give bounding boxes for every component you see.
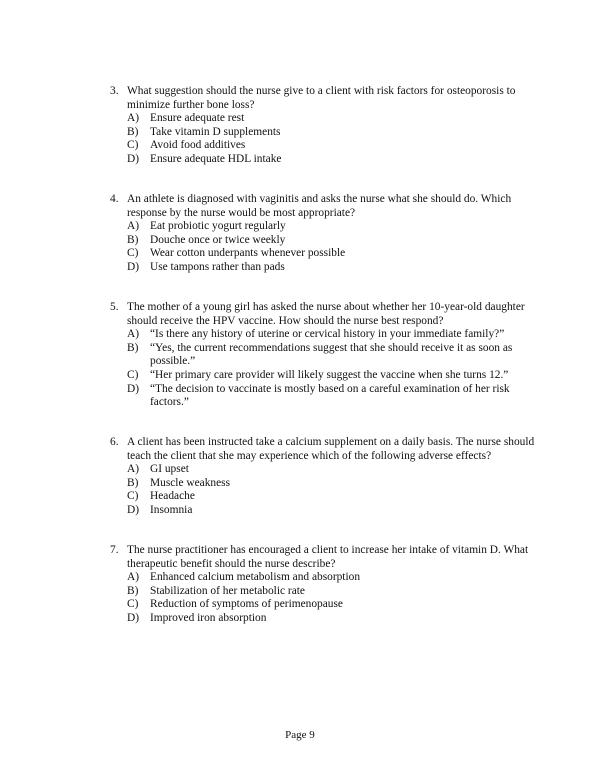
option-text: Headache xyxy=(150,490,195,503)
option-letter: A) xyxy=(127,328,140,341)
option-d xyxy=(127,383,550,410)
option-letter: D) xyxy=(127,152,140,165)
option-text: Eat probiotic yogurt regularly xyxy=(150,220,286,233)
option-letter: C) xyxy=(127,598,139,611)
option-letter: B) xyxy=(127,476,139,489)
answer-options xyxy=(127,328,550,410)
option-a xyxy=(127,328,550,342)
question-stem xyxy=(110,85,550,112)
option-text: GI upset xyxy=(150,463,189,476)
option-d xyxy=(127,261,550,275)
option-text: Enhanced calcium metabolism and absorption xyxy=(150,571,361,584)
option-text: Ensure adequate rest xyxy=(150,112,245,125)
question-4 xyxy=(110,193,550,275)
question-5 xyxy=(110,301,550,410)
option-text: Avoid food additives xyxy=(150,139,246,152)
answer-options xyxy=(127,112,550,166)
option-a xyxy=(127,571,550,585)
question-7 xyxy=(110,544,550,626)
question-number: 4. xyxy=(110,193,119,205)
question-number: 3. xyxy=(110,85,119,97)
option-text: Muscle weakness xyxy=(150,476,231,489)
option-letter: D) xyxy=(127,611,140,624)
question-number: 5. xyxy=(110,301,119,313)
option-text: Douche once or twice weekly xyxy=(150,233,286,246)
option-letter: B) xyxy=(127,584,139,597)
option-b xyxy=(127,234,550,248)
option-text: Stabilization of her metabolic rate xyxy=(150,584,305,597)
question-stem xyxy=(110,301,550,328)
option-letter: D) xyxy=(127,503,140,516)
option-text: Insomnia xyxy=(150,503,193,516)
option-text: Reduction of symptoms of perimenopause xyxy=(150,598,343,611)
option-letter: D) xyxy=(127,382,140,395)
option-b xyxy=(127,126,550,140)
option-text: Take vitamin D supplements xyxy=(150,125,281,138)
question-text: The nurse practitioner has encouraged a client to increase her intake of vitamin D. What therapeutic benefit should the nurse describe? xyxy=(127,544,529,570)
option-a xyxy=(127,463,550,477)
option-text: “Yes, the current recommendations suggest that she should receive it as soon as possible.” xyxy=(150,341,513,368)
question-3 xyxy=(110,85,550,167)
question-6 xyxy=(110,436,550,518)
option-text: “Is there any history of uterine or cervical history in your immediate family?” xyxy=(150,328,505,341)
option-letter: A) xyxy=(127,220,140,233)
option-c xyxy=(127,598,550,612)
option-a xyxy=(127,220,550,234)
answer-options xyxy=(127,220,550,274)
answer-options xyxy=(127,463,550,517)
option-c xyxy=(127,369,550,383)
option-b xyxy=(127,585,550,599)
option-b xyxy=(127,477,550,491)
option-text: Ensure adequate HDL intake xyxy=(150,152,282,165)
option-text: “Her primary care provider will likely suggest the vaccine when she turns 12.” xyxy=(150,368,509,381)
option-letter: C) xyxy=(127,368,139,381)
question-text: What suggestion should the nurse give to a client with risk factors for osteoporosis to minimize further bone loss? xyxy=(127,85,516,111)
option-letter: C) xyxy=(127,139,139,152)
option-b xyxy=(127,342,550,369)
option-letter: A) xyxy=(127,112,140,125)
option-d xyxy=(127,612,550,626)
option-letter: B) xyxy=(127,125,139,138)
option-d xyxy=(127,153,550,167)
option-letter: A) xyxy=(127,463,140,476)
question-number: 7. xyxy=(110,544,119,556)
option-a xyxy=(127,112,550,126)
option-c xyxy=(127,247,550,261)
option-letter: C) xyxy=(127,247,139,260)
option-letter: C) xyxy=(127,490,139,503)
answer-options xyxy=(127,571,550,625)
question-stem xyxy=(110,193,550,220)
option-text: Improved iron absorption xyxy=(150,611,267,624)
option-d xyxy=(127,504,550,518)
question-text: The mother of a young girl has asked the nurse about whether her 10-year-old daughter should receive the HPV vaccine. How should the nurse best respond? xyxy=(127,301,525,327)
question-stem xyxy=(110,544,550,571)
option-text: Wear cotton underpants whenever possible xyxy=(150,247,346,260)
option-c xyxy=(127,139,550,153)
option-letter: B) xyxy=(127,233,139,246)
question-number: 6. xyxy=(110,436,119,448)
option-c xyxy=(127,490,550,504)
question-text: An athlete is diagnosed with vaginitis and asks the nurse what she should do. Which response by the nurse would be most appropriate? xyxy=(127,193,512,219)
page-number: Page 9 xyxy=(285,729,315,741)
option-letter: D) xyxy=(127,260,140,273)
option-letter: A) xyxy=(127,571,140,584)
option-text: Use tampons rather than pads xyxy=(150,260,285,273)
question-text: A client has been instructed take a calcium supplement on a daily basis. The nurse should teach the client that she may experience which of the following adverse effects? xyxy=(127,436,535,462)
option-text: “The decision to vaccinate is mostly based on a careful examination of her risk factors.” xyxy=(150,382,510,409)
option-letter: B) xyxy=(127,341,139,354)
question-stem xyxy=(110,436,550,463)
